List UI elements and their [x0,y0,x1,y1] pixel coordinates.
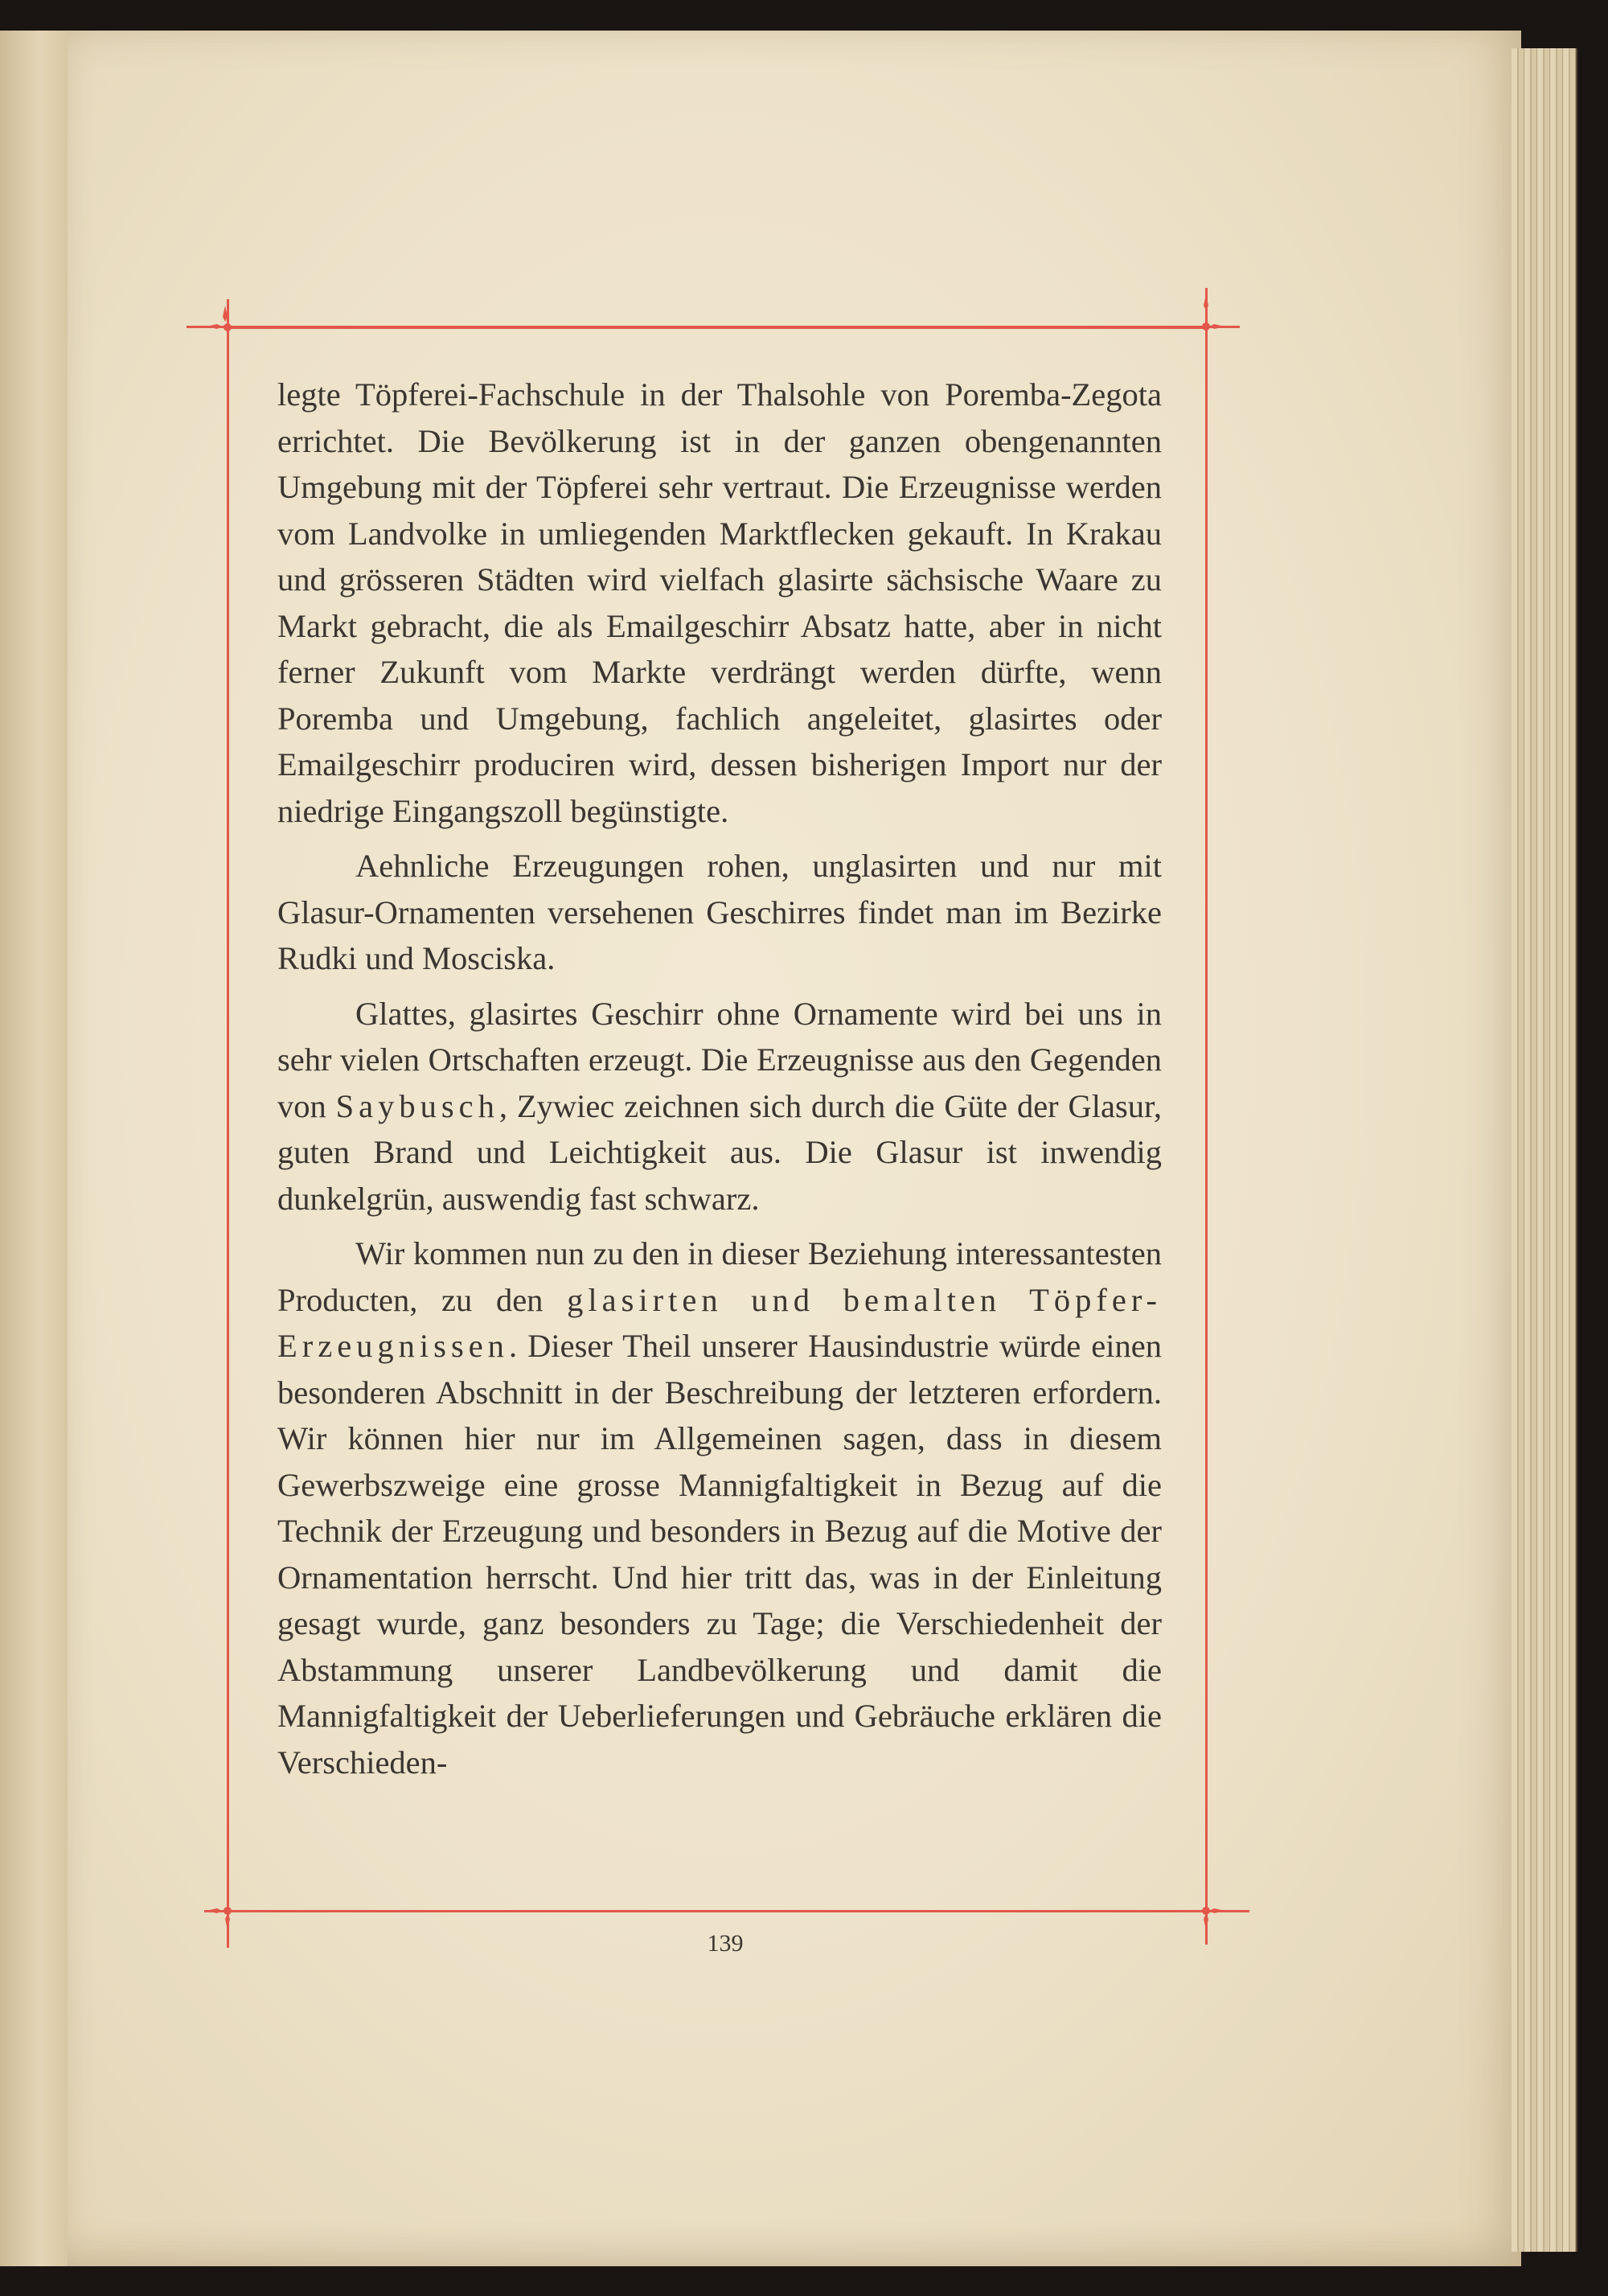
paragraph-4 [277,1230,1162,1785]
spaced-emphasis-text: Saybusch [335,1087,499,1124]
frame-left-extension [227,299,229,1948]
text-segment: Glattes, glasirtes Geschirr ohne Ornamente wird bei uns in sehr vielen Ortschaften erzeugt. Die Erzeugnisse aus den Gegenden von [277,995,1162,1124]
paragraph-3 [277,991,1162,1222]
page-stack-edges [1512,48,1577,2252]
corner-ornament-bottom-right [1187,1891,1225,1930]
frame-top-extension [187,326,1240,328]
text-segment: , Zywiec zeichnen sich durch die Güte der Glasur, guten Brand und Leichtigkeit aus. Die Glasur ist inwendig dunkelgrün, auswendig fast schwarz. [277,1087,1162,1217]
previous-page-edge [0,31,70,2266]
paragraph-2 [277,843,1162,982]
text-segment: Aehnliche Erzeugungen rohen, unglasirten und nur mit Glasur-Ornamenten versehenen Geschirres findet man im Bezirke Rudki und Mosciska. [277,848,1162,976]
corner-ornament-bottom-left [206,1891,244,1930]
corner-ornament-top-right [1187,294,1225,333]
body-text [277,372,1162,1785]
spaced-emphasis-text: glasirten und bemalten Töpfer-Erzeugnissen [277,1281,1162,1364]
paragraph-1 [277,372,1162,834]
corner-ornament-top-left [206,306,244,344]
frame-right-extension [1205,288,1208,1945]
text-segment: legte Töpferei-Fachschule in der Thalsohle von Poremba-Zegota errichtet. Die Bevölkerung ist in der ganzen obengenannten Umgebung mit der Töpferei sehr vertraut. Die Erzeugnisse werden vom Landvolke in umliegenden Marktflecken gekauft. In Krakau und grösseren Städten wird vielfach glasirte sächsische Waare zu Markt gebracht, die als Emailgeschirr Absatz hatte, aber in nicht ferner Zukunft vom Markte verdrängt werden dürfte, wenn Poremba und Umgebung, fachlich angeleitet, glasirtes oder Emailgeschirr produciren wird, dessen bisherigen Import nur der niedrige Eingangszoll begünstigte. [277,376,1162,829]
text-segment: Wir kommen nun zu den in dieser Beziehung interessantesten Producten, zu den [277,1235,1162,1318]
text-segment: . Dieser Theil unserer Hausindustrie würde einen besonderen Abschnitt in der Beschreibung der letzteren erfordern. Wir können hier nur im Allgemeinen sagen, dass in diesem Gewerbszweige eine grosse Mannigfaltigkeit in Bezug auf die Technik der Erzeugung und besonders in Bezug auf die Motive der Ornamentation herrscht. Und hier tritt das, was in der Einleitung gesagt wurde, ganz besonders zu Tage; die Verschiedenheit der Abstammung unserer Landbevölkerung und damit die Mannigfaltigkeit der Ueberlieferungen und Gebräuche erklären die Verschieden- [277,1328,1162,1781]
page-number: 139 [707,1930,744,1957]
frame-bottom-extension [204,1910,1249,1912]
